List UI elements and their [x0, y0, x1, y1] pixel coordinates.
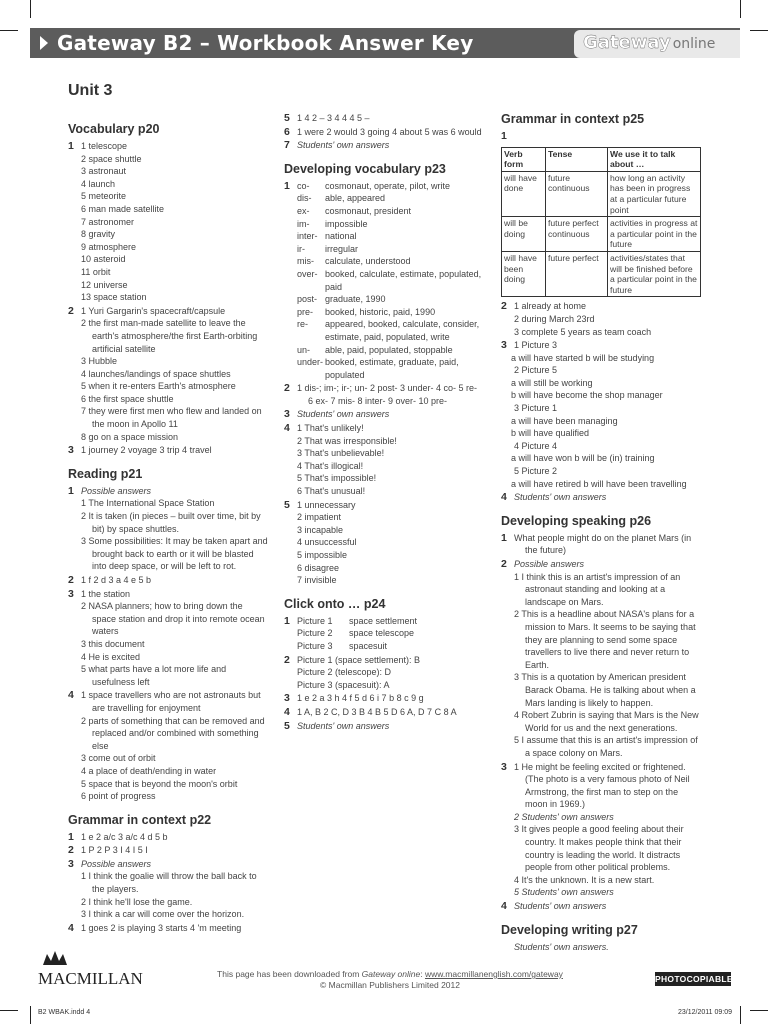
question-block [68, 689, 268, 802]
question-number: 4 [284, 705, 290, 718]
prefix: pre- [297, 306, 314, 317]
answer-line: 6 point of progress [81, 791, 156, 802]
answer-body [297, 139, 484, 152]
question-block [68, 140, 268, 304]
tense-table [501, 147, 701, 298]
answer-body [297, 706, 484, 719]
prefix-words: appeared, booked, calculate, consider, estimate, paid, populated, write [325, 319, 480, 342]
answer-body [81, 588, 268, 689]
prefix: ir- [297, 243, 305, 254]
answer-line: 3 this document [81, 638, 145, 649]
answer-line: 6 That's unusual! [297, 486, 366, 497]
answer-line: 5 That's impossible! [297, 473, 377, 484]
answer-line: 4 unsuccessful [297, 537, 357, 548]
answer-body [81, 844, 268, 857]
answer-body [297, 382, 484, 407]
picture-answer: spacesuit [349, 640, 388, 651]
answer-body [297, 692, 484, 705]
answer-line: 2 Picture 5 [514, 365, 558, 376]
answer-line: 1 Picture 3 [514, 340, 558, 351]
answer-line: 2 It is taken (in pieces – built over time, bit by bit) by space shuttles. [81, 511, 261, 534]
answer-line: 2 Students' own answers [514, 811, 614, 822]
answer-note: Students' own answers [297, 409, 390, 420]
photocopiable-badge: PHOTOCOPIABLE [655, 974, 733, 984]
picture-answer: space telescope [349, 628, 415, 639]
logo-main-text: Gateway [583, 32, 671, 53]
prefix-row [297, 230, 484, 243]
answer-line: 3 It gives people a good feeling about their country. It makes people think that their country is leading the world. It distracts people from other political problems. [514, 824, 684, 873]
answer-body [81, 858, 268, 921]
prefix-row [297, 192, 484, 205]
answer-body [511, 339, 703, 490]
answer-line: 5 impossible [297, 550, 348, 560]
macmillan-logo [38, 950, 143, 989]
prefix-words: calculate, understood [325, 256, 411, 267]
answer-line: 3 Picture 1 [514, 403, 558, 414]
prefix-words: booked, calculate, estimate, populated, paid [325, 268, 482, 292]
section-heading: Developing vocabulary p23 [284, 161, 446, 176]
prefix-words: booked, historic, paid, 1990 [325, 306, 436, 317]
answer-line: 6 man made satellite [81, 203, 165, 214]
table-header-cell: Tense [546, 147, 608, 171]
answer-line: 4 That's illogical! [297, 460, 364, 471]
crop-mark [750, 30, 768, 31]
logo-sub-text: online [672, 36, 716, 52]
answer-line: 5 what parts have a lot more life and usefulness left [81, 664, 227, 687]
question-number: 3 [284, 408, 290, 421]
answer-body [81, 485, 268, 573]
section-heading: Vocabulary p20 [68, 122, 160, 136]
prefix: over- [297, 268, 318, 279]
answer-line: 8 go on a space mission [81, 431, 179, 442]
answer-body [81, 444, 268, 457]
prefix-words: graduate, 1990 [325, 294, 386, 305]
prefix-words: impossible [325, 218, 368, 229]
answer-line: 1 4 2 – 3 4 4 4 5 – [297, 113, 370, 123]
answer-line: 4 Picture 4 [514, 440, 558, 451]
picture-row [297, 615, 484, 628]
answer-body [81, 574, 268, 587]
question-block [284, 422, 484, 498]
answer-line: 2 I think he'll lose the game. [81, 896, 193, 907]
question-block [501, 532, 703, 557]
unit-heading: Unit 3 [68, 82, 113, 99]
question-number: 1 [68, 830, 74, 843]
question-block [284, 499, 484, 587]
publisher-name: MACMILLAN [38, 969, 143, 988]
answer-line: 1 e 2 a/c 3 a/c 4 d 5 b [81, 831, 168, 842]
question-block [501, 300, 703, 338]
prefix: mis- [297, 256, 314, 267]
answer-line: 2 NASA planners; how to bring down the space station and drop it into remote ocean waters [81, 601, 265, 637]
table-cell: future perfect continuous [546, 217, 608, 252]
question-number: 3 [501, 339, 507, 352]
question-block [284, 692, 484, 705]
prefix: post- [297, 294, 318, 305]
answer-line: 3 complete 5 years as team coach [514, 326, 652, 337]
footer-intro: This page has been downloaded from [217, 969, 362, 979]
answer-line: 7 invisible [297, 575, 337, 586]
question-number: 7 [284, 139, 290, 152]
answer-body [297, 126, 484, 139]
question-block [501, 339, 703, 490]
answer-line: 3 come out of orbit [81, 753, 156, 764]
answer-line: a will have been managing [511, 415, 618, 426]
question-number: 1 [68, 484, 74, 497]
question-block [284, 408, 484, 421]
crop-mark [0, 1010, 18, 1011]
question-block [501, 900, 703, 913]
answer-line: a will have retired b will have been travelling [511, 478, 687, 489]
prefix: inter- [297, 231, 318, 242]
answer-line: 5 when it re-enters Earth's atmosphere [81, 381, 236, 392]
question-number: 4 [284, 422, 290, 435]
question-block [68, 831, 268, 844]
answer-line: 3 astronaut [81, 166, 127, 177]
question-block [68, 485, 268, 573]
crop-mark [30, 0, 31, 18]
answer-note: Possible answers [81, 858, 152, 869]
answer-line: 1 space travellers who are not astronauts but are travelling for enjoyment [81, 690, 261, 713]
answer-line: 1 already at home [514, 301, 587, 312]
answer-line: 4 launch [81, 178, 116, 189]
footer-text [180, 969, 600, 991]
question-block [501, 941, 703, 954]
answer-line: 1 journey 2 voyage 3 trip 4 travel [81, 445, 212, 456]
section-heading: Grammar in context p25 [501, 112, 645, 126]
answer-line: Picture 1 (space settlement): B [297, 654, 421, 665]
answer-body [297, 654, 484, 692]
answer-line: 5 Picture 2 [514, 466, 558, 477]
prefix-words: cosmonaut, operate, pilot, write [325, 180, 451, 191]
answer-line: 4 a place of death/ending in water [81, 765, 217, 776]
answer-line: 7 they were first men who flew and landed on the moon in Apollo 11 [81, 406, 262, 430]
prefix-row [297, 344, 484, 357]
answer-line: Picture 2 (telescope): D [297, 667, 392, 678]
answer-line: 3 That's unbelievable! [297, 448, 385, 459]
prefix-row [297, 356, 484, 381]
question-number: 5 [284, 719, 290, 732]
answer-line: 1 the station [81, 588, 131, 599]
answer-line: 2 This is a headline about NASA's plans for a mission to Mars. It seems to be saying that they are planning to send some space travellers to live there and never return to Earth. [514, 609, 696, 670]
answer-body [514, 532, 703, 557]
answer-line: 3 incapable [297, 524, 344, 535]
column-2 [284, 112, 484, 732]
answer-note: Students' own answers [514, 901, 607, 912]
prefix: re- [297, 319, 308, 330]
section-heading: Developing writing p27 [501, 922, 638, 937]
prefix-row [297, 243, 484, 256]
date-slug: 23/12/2011 09:09 [678, 1009, 732, 1016]
picture-label: Picture 3 [297, 640, 333, 651]
answer-line: 4 He is excited [81, 651, 141, 662]
answer-note: Possible answers [514, 559, 585, 569]
answer-body [514, 941, 703, 954]
question-number: 2 [284, 653, 290, 666]
answer-line: 12 universe [81, 279, 128, 290]
section-heading: Reading p21 [68, 466, 143, 481]
prefix-words: booked, estimate, graduate, paid, populated [325, 357, 459, 380]
question-block [68, 858, 268, 921]
table-cell: activities/states that will be finished before a particular point in the future [608, 251, 701, 296]
answer-body [297, 112, 484, 125]
question-number: 3 [68, 444, 74, 457]
answer-line: 3 Some possibilities: It may be taken apart and brought back to earth or it will be blasted into deep space, or will be left to rot. [81, 536, 268, 572]
answer-line: 1 e 2 a 3 h 4 f 5 d 6 i 7 b 8 c 9 g [297, 693, 424, 704]
question-number: 2 [68, 844, 74, 857]
answer-line: What people might do on the planet Mars (in the future) [514, 532, 692, 556]
prefix: co- [297, 180, 310, 191]
answer-line: 1 goes 2 is playing 3 starts 4 'm meeting [81, 922, 242, 933]
question-number: 2 [68, 304, 74, 317]
answer-line: 1 I think the goalie will throw the ball back to the players. [81, 871, 257, 895]
prefix: un- [297, 344, 311, 355]
question-block [68, 444, 268, 457]
prefix-row [297, 255, 484, 268]
answer-line: 13 space station [81, 292, 147, 303]
column-3 [501, 112, 703, 953]
answer-line: b will have become the shop manager [511, 390, 663, 401]
question-block [284, 126, 484, 139]
answer-line: 1 I think this is an artist's impression of an astronaut standing and looking at a landscape on Mars. [514, 571, 681, 607]
answer-body [514, 900, 703, 913]
answer-line: 1 unnecessary [297, 499, 356, 510]
answer-body [81, 140, 268, 304]
answer-line: 1 were 2 would 3 going 4 about 5 was 6 would [297, 126, 482, 137]
crop-mark [740, 1006, 741, 1024]
question-block [284, 720, 484, 733]
prefix-words: cosmonaut, president [325, 205, 412, 216]
question-number [501, 941, 514, 954]
question-block [284, 180, 484, 382]
question-number: 2 [501, 558, 507, 570]
header-title: Gateway B2 – Workbook Answer Key [57, 31, 474, 55]
question-block [284, 654, 484, 692]
table-header-cell: Verb form [502, 147, 546, 171]
answer-body [81, 831, 268, 844]
footer-link[interactable]: www.macmillanenglish.com/gateway [424, 969, 563, 979]
question-number: 1 [284, 179, 290, 192]
question-number: 4 [68, 921, 74, 934]
answer-line: 4 It's the unknown. It is a new start. [514, 874, 655, 885]
answer-line: 1 Yuri Gargarin's spacecraft/capsule [81, 305, 226, 316]
section-heading: Grammar in context p22 [68, 812, 212, 827]
answer-line: a will have started b will be studying [511, 352, 655, 363]
question-block [284, 112, 484, 125]
table-cell: will be doing [502, 217, 546, 252]
answer-line: 2 impatient [297, 512, 342, 523]
prefix-row [297, 180, 484, 193]
section-heading: Developing speaking p26 [501, 513, 652, 528]
question-number: 5 [284, 498, 290, 511]
table-cell: future continuous [546, 171, 608, 216]
question-block [68, 922, 268, 935]
answer-body [81, 922, 268, 935]
footer-site-name: Gateway online [361, 969, 421, 979]
answer-body [514, 558, 703, 760]
answer-body [514, 761, 703, 900]
prefix-row [297, 205, 484, 218]
question-number: 1 [68, 140, 74, 152]
answer-line: 2 space shuttle [81, 153, 142, 164]
prefix-row [297, 306, 484, 319]
answer-body [297, 615, 484, 653]
gateway-online-logo [583, 32, 715, 53]
question-block [68, 844, 268, 857]
file-slug: B2 WBAK.indd 4 [38, 1009, 91, 1016]
answer-line: 1 He might be feeling excited or frightened. (The photo is a very famous photo of Neil Armstrong, the first man to step on the moon in 1969.) [514, 761, 690, 810]
answer-line: 9 atmosphere [81, 241, 137, 252]
question-number: 1 [501, 130, 507, 142]
picture-row [297, 627, 484, 640]
answer-line: 5 I assume that this is an artist's impression of a space colony on Mars. [514, 735, 698, 758]
answer-line: 1 telescope [81, 141, 128, 151]
answer-line: 7 astronomer [81, 216, 135, 227]
answer-line: 3 I think a car will come over the horizon. [81, 909, 245, 920]
prefix: dis- [297, 193, 312, 204]
crop-mark [30, 1006, 31, 1024]
question-number: 2 [68, 574, 74, 586]
question-block [284, 382, 484, 407]
answer-body [81, 305, 268, 444]
answer-line: 5 space that is beyond the moon's orbit [81, 778, 238, 789]
question-number: 4 [68, 689, 74, 702]
question-number: 2 [284, 382, 290, 395]
question-number: 6 [284, 125, 290, 138]
answer-note: Students' own answers [297, 140, 390, 151]
answer-line: 1 P 2 P 3 I 4 I 5 I [81, 845, 148, 856]
answer-note: Students' own answers [514, 492, 607, 503]
question-block [501, 761, 703, 900]
question-number: 4 [501, 491, 507, 504]
question-number: 4 [501, 900, 507, 913]
table-cell: future perfect [546, 251, 608, 296]
picture-row [297, 640, 484, 653]
answer-line: 2 parts of something that can be removed and replaced and/or combined with something else [81, 715, 265, 751]
prefix: ex- [297, 205, 310, 216]
answer-line: 4 launches/landings of space shuttles [81, 368, 231, 379]
answer-line: 6 the first space shuttle [81, 393, 174, 404]
answer-body [514, 491, 703, 504]
answer-line: 1 That's unlikely! [297, 423, 364, 434]
crop-mark [750, 1010, 768, 1011]
question-block [501, 130, 703, 299]
macmillan-mark-icon [42, 950, 68, 966]
question-number: 3 [68, 587, 74, 600]
answer-line: 1 A, B 2 C, D 3 B 4 B 5 D 6 A, D 7 C 8 A [297, 706, 457, 717]
answer-line: 3 Hubble [81, 356, 118, 367]
answer-line: Picture 3 (spacesuit): A [297, 679, 390, 690]
answer-line: 8 gravity [81, 229, 116, 240]
copyright-text: © Macmillan Publishers Limited 2012 [320, 980, 460, 990]
answer-body [297, 408, 484, 421]
answer-line: 5 Students' own answers [514, 887, 614, 898]
picture-label: Picture 1 [297, 615, 333, 626]
picture-answer: space settlement [349, 615, 418, 626]
answer-body [297, 499, 484, 587]
prefix-row [297, 268, 484, 293]
answer-line: a will have won b will be (in) training [511, 453, 655, 464]
table-cell: will have been doing [502, 251, 546, 296]
answer-line: a will still be working [511, 377, 593, 388]
answer-note: Students' own answers [297, 720, 390, 731]
answer-line: 1 The International Space Station [81, 498, 215, 509]
table-cell: will have done [502, 171, 546, 216]
question-block [284, 139, 484, 152]
answer-line: 1 f 2 d 3 a 4 e 5 b [81, 575, 152, 585]
question-number: 1 [501, 531, 507, 544]
answer-line: 3 This is a quotation by American president Barack Obama. He is talking about when a Mars landing is likely to happen. [514, 672, 696, 708]
answer-line: 1 dis-; im-; ir-; un- 2 post- 3 under- 4 co- 5 re- 6 ex- 7 mis- 8 inter- 9 over- 10 pre- [297, 383, 478, 406]
question-block [68, 305, 268, 444]
question-block [501, 558, 703, 760]
picture-label: Picture 2 [297, 628, 333, 639]
question-number: 1 [284, 614, 290, 627]
answer-line: 4 Robert Zubrin is saying that Mars is the New World for us and the next generations. [514, 710, 699, 733]
table-header-cell: We use it to talk about … [608, 147, 701, 171]
crop-mark [740, 0, 741, 18]
question-number: 3 [284, 692, 290, 705]
answer-body [514, 130, 703, 143]
table-wrap [501, 147, 703, 298]
answer-note: Possible answers [81, 485, 152, 496]
section-heading: Click onto … p24 [284, 596, 386, 611]
answer-line: 2 during March 23rd [514, 313, 595, 324]
answer-line: 5 meteorite [81, 191, 127, 202]
answer-body [297, 422, 484, 498]
question-block [501, 491, 703, 504]
footer-colon: : [420, 969, 425, 979]
question-number: 3 [501, 760, 507, 773]
question-block [68, 574, 268, 587]
table-container [501, 143, 703, 300]
prefix-words: able, appeared [325, 193, 386, 204]
prefix-row [297, 318, 484, 343]
answer-body [81, 689, 268, 802]
table-cell: activities in progress at a particular point in the future [608, 217, 701, 252]
prefix: im- [297, 218, 310, 229]
prefix-words: national [325, 231, 357, 242]
arrow-icon [40, 36, 48, 50]
prefix: under- [297, 357, 324, 368]
answer-body [297, 180, 484, 382]
answer-line: 2 the first man-made satellite to leave the earth's atmosphere/the first Earth-orbiting artificial satellite [81, 318, 258, 354]
prefix-words: able, paid, populated, stoppable [325, 344, 453, 355]
answer-line: 11 orbit [81, 266, 111, 277]
question-number: 2 [501, 300, 507, 313]
answer-line: 10 asteroid [81, 254, 126, 265]
answer-line: 2 That was irresponsible! [297, 435, 397, 446]
prefix-row [297, 218, 484, 231]
question-block [68, 588, 268, 689]
answer-note: Students' own answers. [514, 941, 609, 952]
prefix-words: irregular [325, 243, 359, 254]
prefix-row [297, 293, 484, 306]
question-number: 5 [284, 112, 290, 124]
answer-line: b will have qualified [511, 428, 590, 439]
column-1 [68, 112, 268, 934]
answer-line: 6 disagree [297, 562, 340, 573]
table-cell: how long an activity has been in progress at a particular future point [608, 171, 701, 216]
question-block [284, 615, 484, 653]
answer-body [297, 720, 484, 733]
answer-body [514, 300, 703, 338]
question-number: 3 [68, 857, 74, 870]
crop-mark [0, 30, 18, 31]
question-block [284, 706, 484, 719]
